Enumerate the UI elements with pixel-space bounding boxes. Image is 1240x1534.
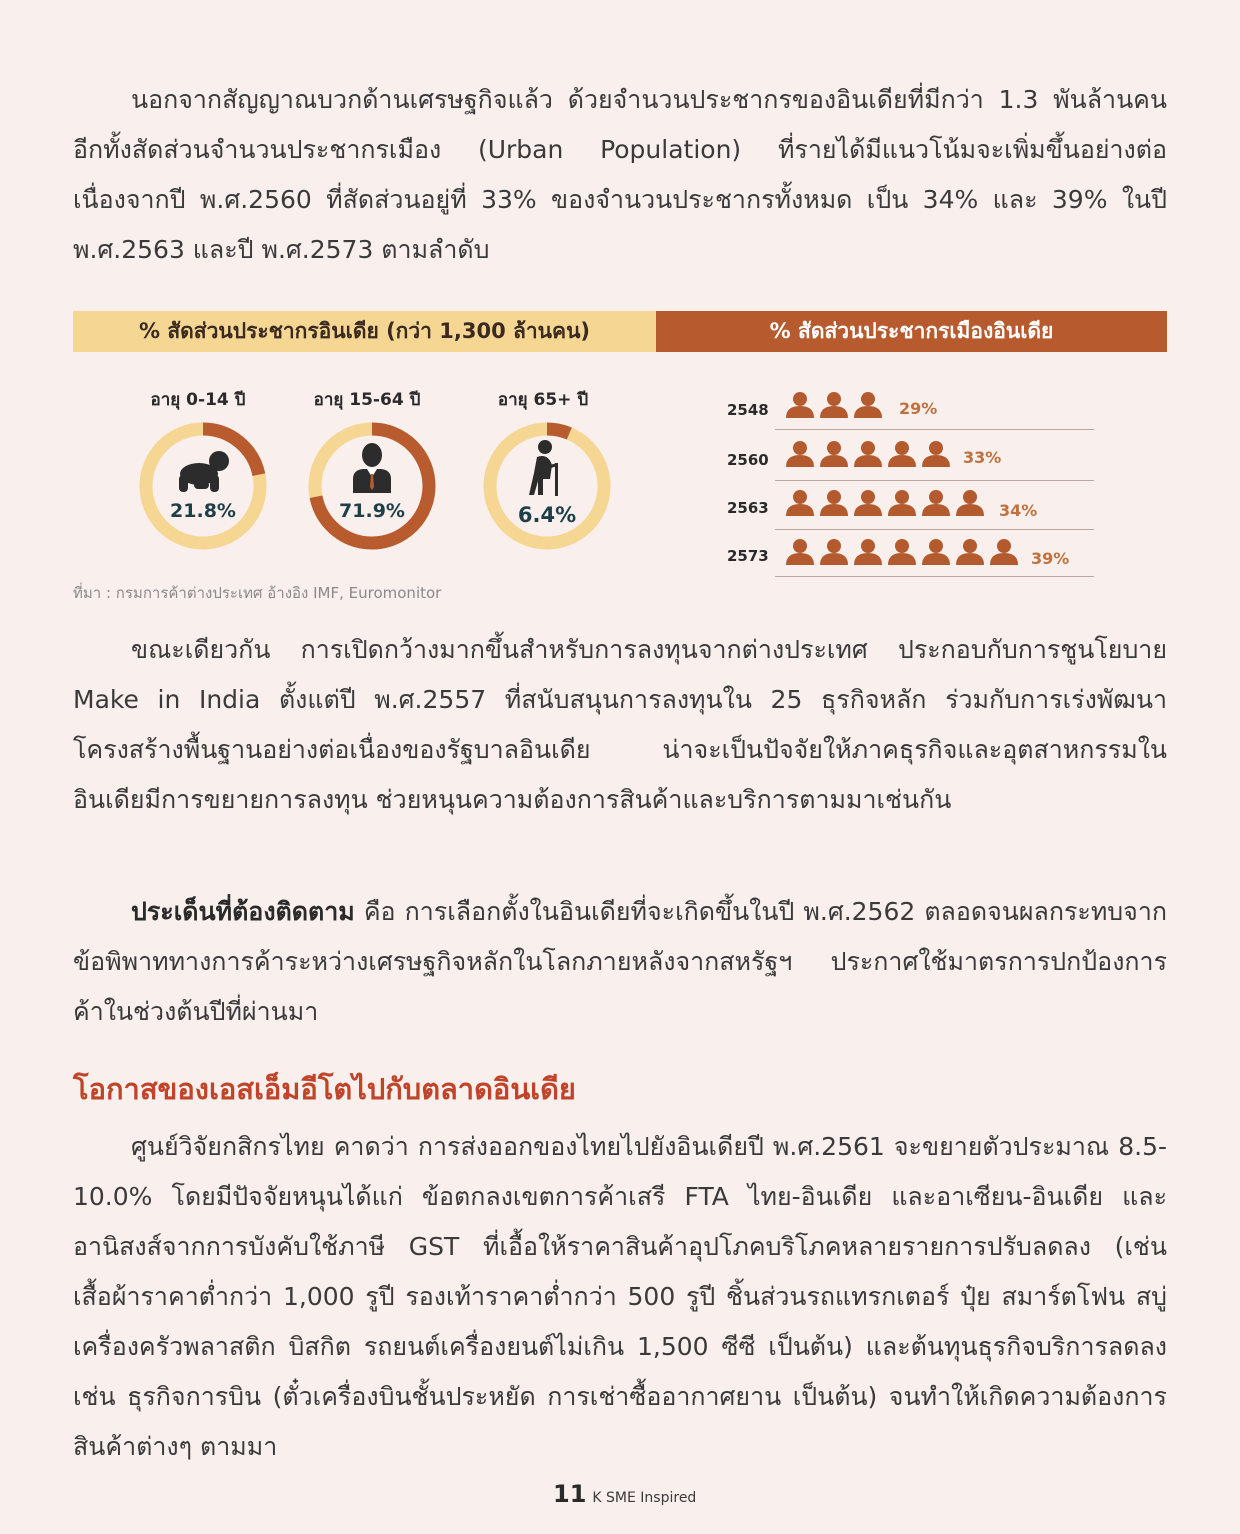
- export-forecast-text: ศูนย์วิจัยกสิกรไทย คาดว่า การส่งออกของไทยไปยังอินเดียปี พ.ศ.2561 จะขยายตัวประมาณ 8.5-10.0% โดยมีปัจจัยหนุนได้แก่ ข้อตกลงเขตการค้าเสรี FTA ไทย-อินเดีย และอาเซียน-อินเดีย และอานิสงส์จากการบังคับใช้ภาษี GST ที่เอื้อให้ราคาสินค้าอุปโภคบริโภคหลายรายการปรับลดลง (เช่น เสื้อผ้าราคาต่ำกว่า 1,000 รูปี รองเท้าราคาต่ำกว่า 500 รูปี ชิ้นส่วนรถแทรกเตอร์ ปุ๋ย สมาร์ตโฟน สบู่ เครื่องครัวพลาสติก บิสกิต รถยนต์เครื่องยนต์ไม่เกิน 1,500 ซีซี เป็นต้น) และต้นทุนธุรกิจบริการลดลง เช่น ธุรกิจการบิน (ตั๋วเครื่องบินชั้นประหยัด การเช่าซื้ออากาศยาน เป็นต้น) จนทำให้เกิดความต้องการสินค้าต่างๆ ตามมา: [73, 1132, 1167, 1461]
- person-icon: [786, 392, 814, 418]
- watch-points-text: คือ การเลือกตั้งในอินเดียที่จะเกิดขึ้นในปี พ.ศ.2562 ตลอดจนผลกระทบจากข้อพิพาททางการค้าระหว่างเศรษฐกิจหลักในโลกภายหลังจากสหรัฐฯ ประกาศใช้มาตรการปกป้องการค้าในช่วงต้นปีที่ผ่านมา: [73, 897, 1167, 1026]
- person-icon: [854, 490, 882, 516]
- pct-label-age-65-plus: 6.4%: [517, 503, 577, 527]
- people-row-2573: [786, 538, 1046, 566]
- person-icon: [888, 539, 916, 565]
- baby-icon: [179, 451, 229, 492]
- person-icon: [786, 490, 814, 516]
- urban-pct-2560: 33%: [963, 448, 1002, 467]
- population-share-title: % สัดส่วนประชากรอินเดีย (กว่า 1,300 ล้านคน): [73, 311, 656, 352]
- footer-brand: K SME Inspired: [592, 1490, 697, 1506]
- people-row-2560: [786, 440, 1046, 468]
- person-icon: [854, 392, 882, 418]
- year-label-2573: 2573: [727, 547, 769, 565]
- person-icon: [956, 490, 984, 516]
- year-label-2548: 2548: [727, 401, 769, 419]
- person-icon: [820, 392, 848, 418]
- age-label-15-64: อายุ 15-64 ปี: [313, 390, 421, 410]
- businessman-icon: [353, 443, 391, 493]
- pct-label-age-15-64: 71.9%: [339, 500, 405, 522]
- urban-pct-2573: 39%: [1031, 549, 1070, 568]
- person-icon: [820, 490, 848, 516]
- row-divider: [775, 429, 1094, 430]
- person-icon: [820, 441, 848, 467]
- person-icon: [786, 539, 814, 565]
- person-icon: [854, 539, 882, 565]
- person-icon: [820, 539, 848, 565]
- investment-paragraph: [73, 625, 1167, 825]
- age-label-0-14: อายุ 0-14 ปี: [150, 390, 246, 410]
- year-label-2563: 2563: [727, 499, 769, 517]
- year-label-2560: 2560: [727, 451, 769, 469]
- source-note: ที่มา : กรมการค้าต่างประเทศ อ้างอิง IMF, Euromonitor: [73, 584, 442, 602]
- intro-paragraph: [73, 75, 1167, 275]
- person-icon: [854, 441, 882, 467]
- person-icon: [990, 539, 1018, 565]
- urban-pct-2548: 29%: [899, 399, 938, 418]
- person-icon: [888, 441, 916, 467]
- person-icon: [956, 539, 984, 565]
- watch-points-lead: ประเด็นที่ต้องติดตาม: [131, 897, 355, 926]
- pct-label-age-0-14: 21.8%: [170, 500, 236, 522]
- row-divider: [775, 576, 1094, 577]
- export-forecast-paragraph: [73, 1122, 1167, 1472]
- age-label-65-plus: อายุ 65+ ปี: [497, 390, 589, 410]
- page-footer: [553, 1480, 696, 1508]
- page-number: 11: [553, 1480, 587, 1508]
- elderly-icon: [529, 440, 558, 496]
- donut-age-0-14: [138, 421, 268, 551]
- intro-paragraph-text: นอกจากสัญญาณบวกด้านเศรษฐกิจแล้ว ด้วยจำนวนประชากรของอินเดียที่มีกว่า 1.3 พันล้านคน อีกทั้งสัดส่วนจำนวนประชากรเมือง (Urban Population) ที่รายได้มีแนวโน้มจะเพิ่มขึ้นอย่างต่อเนื่องจากปี พ.ศ.2560 ที่สัดส่วนอยู่ที่ 33% ของจำนวนประชากรทั้งหมด เป็น 34% และ 39% ในปี พ.ศ.2563 และปี พ.ศ.2573 ตามลำดับ: [73, 85, 1167, 264]
- row-divider: [775, 529, 1094, 530]
- donut-age-15-64: [307, 421, 437, 551]
- person-icon: [786, 441, 814, 467]
- person-icon: [922, 490, 950, 516]
- person-icon: [888, 490, 916, 516]
- donut-age-65-plus: [482, 421, 612, 551]
- watch-points-paragraph: [73, 887, 1167, 1037]
- person-icon: [922, 441, 950, 467]
- urban-population-title: % สัดส่วนประชากรเมืองอินเดีย: [656, 311, 1167, 352]
- investment-paragraph-text: ขณะเดียวกัน การเปิดกว้างมากขึ้นสำหรับการลงทุนจากต่างประเทศ ประกอบกับการชูนโยบาย Make in India ตั้งแต่ปี พ.ศ.2557 ที่สนับสนุนการลงทุนใน 25 ธุรกิจหลัก ร่วมกับการเร่งพัฒนาโครงสร้างพื้นฐานอย่างต่อเนื่องของรัฐบาลอินเดีย น่าจะเป็นปัจจัยให้ภาคธุรกิจและอุตสาหกรรมในอินเดียมีการขยายการลงทุน ช่วยหนุนความต้องการสินค้าและบริการตามมาเช่นกัน: [73, 635, 1167, 814]
- section-heading: โอกาสของเอสเอ็มอีโตไปกับตลาดอินเดีย: [73, 1072, 576, 1106]
- urban-pct-2563: 34%: [999, 501, 1038, 520]
- person-icon: [922, 539, 950, 565]
- row-divider: [775, 480, 1094, 481]
